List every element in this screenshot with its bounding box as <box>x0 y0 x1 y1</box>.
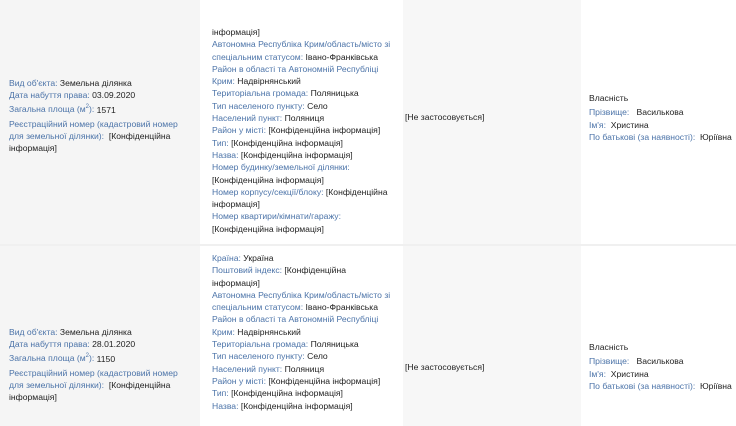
address-info: інформація] Автономна Республіка Крим/область/місто зі спеціальним статусом: Івано-Франківська Район в області та Автономній Республіці Крим: Надвірнянський Територіальна громада: Поляницька Тип населеного пункту: Село Населений пункт: Поляниця Район у місті: [Конфіденційна інформація] Тип: [Конфіденційна інформація] Назва: [Конфіденційна інформація] Номер будинку/земельної ділянки: [Конфіденційна інформація] Номер корпусу/секції/блоку: [Конфіденційна інформація] Номер квартири/кімнати/гаражу: [Конфіденційна інформація] <box>212 27 391 234</box>
address-cell <box>204 246 399 426</box>
object-type-label: Вид об'єкта: <box>9 78 58 88</box>
owner-cell <box>585 0 736 244</box>
owner-patronymic: Юріївна <box>699 131 732 142</box>
owner-surname: Василькова <box>636 356 684 367</box>
not-applicable-text: [Не застосовується] <box>405 112 485 122</box>
not-applicable-text: [Не застосовується] <box>405 362 485 372</box>
country-value: Україна <box>243 253 274 263</box>
settlement-value: Поляниця <box>284 363 325 374</box>
object-cell <box>0 246 200 426</box>
owner-cell <box>585 246 736 426</box>
object-type-value: Земельна ділянка <box>59 78 132 88</box>
settlement-value: Поляниця <box>284 113 325 124</box>
cadastre-value: [Конфіденційна <box>108 131 171 142</box>
region-value: Івано-Франківська <box>305 302 379 313</box>
table-row <box>0 246 736 426</box>
right-type: Власність <box>589 342 629 352</box>
acquisition-date-value: 28.01.2020 <box>92 339 136 350</box>
address-info: Країна: Україна Поштовий індекс: [Конфіденційна інформація] Автономна Республіка Крим/область/місто зі спеціальним статусом: Івано-Франківська Район в області та Автономній Республіці Крим: Надвірнянський Територіальна громада: Поляницька Тип населеного пункту: Село Населений пункт: Поляниця Район у місті: [Конфіденційна інформація] Тип: [Конфіденційна інформація] Назва: [Конфіденційна інформація] <box>212 253 391 411</box>
area-value: 1571 <box>96 104 116 115</box>
area-label: Загальна площа $(м^2)$: <box>9 353 95 364</box>
object-info: Вид об'єкта: Земельна ділянка Дата набуття права: 03.09.2020 Загальна площа $(м^2)$: 1571 Реєстраційний номер (кадастровий номер для земельної ділянки): [Конфіденційна інформація] <box>9 78 178 154</box>
applicable-cell <box>403 0 581 244</box>
cadastre-label: Реєстраційний номер (кадастровий номер <box>9 118 178 129</box>
address-cell <box>204 0 399 244</box>
owner-name: Христина <box>610 119 649 130</box>
applicable-cell <box>403 246 581 426</box>
owner-info: Власність Прізвище: Василькова Ім'я: Христина По батькові (за наявності): Юріївна <box>589 342 732 391</box>
object-type-value: Земельна ділянка <box>59 327 132 337</box>
district-value: Надвірнянський <box>237 76 301 87</box>
right-type: Власність <box>589 93 629 103</box>
acquisition-date-value: 03.09.2020 <box>92 90 136 101</box>
object-cell <box>0 0 200 244</box>
area-value: 1150 <box>96 353 116 364</box>
owner-surname: Василькова <box>636 107 684 118</box>
object-info: Вид об'єкта: Земельна ділянка Дата набуття права: 28.01.2020 Загальна площа $(м^2)$: 1150 Реєстраційний номер (кадастровий номер для земельної ділянки): [Конфіденційна інформація] <box>9 327 178 403</box>
hromada-value: Поляницька <box>310 88 359 99</box>
acquisition-date-label: Дата набуття права: <box>9 90 90 101</box>
district-value: Надвірнянський <box>237 326 301 337</box>
region-value: Івано-Франківська <box>305 51 379 62</box>
area-label: Загальна площа $(м^2)$: <box>9 104 95 115</box>
owner-patronymic: Юріївна <box>699 380 732 391</box>
cadastre-value: [Конфіденційна <box>108 380 171 391</box>
hromada-value: Поляницька <box>310 339 359 350</box>
owner-info: Власність Прізвище: Василькова Ім'я: Христина По батькові (за наявності): Юріївна <box>589 93 732 142</box>
owner-name: Христина <box>610 368 649 379</box>
